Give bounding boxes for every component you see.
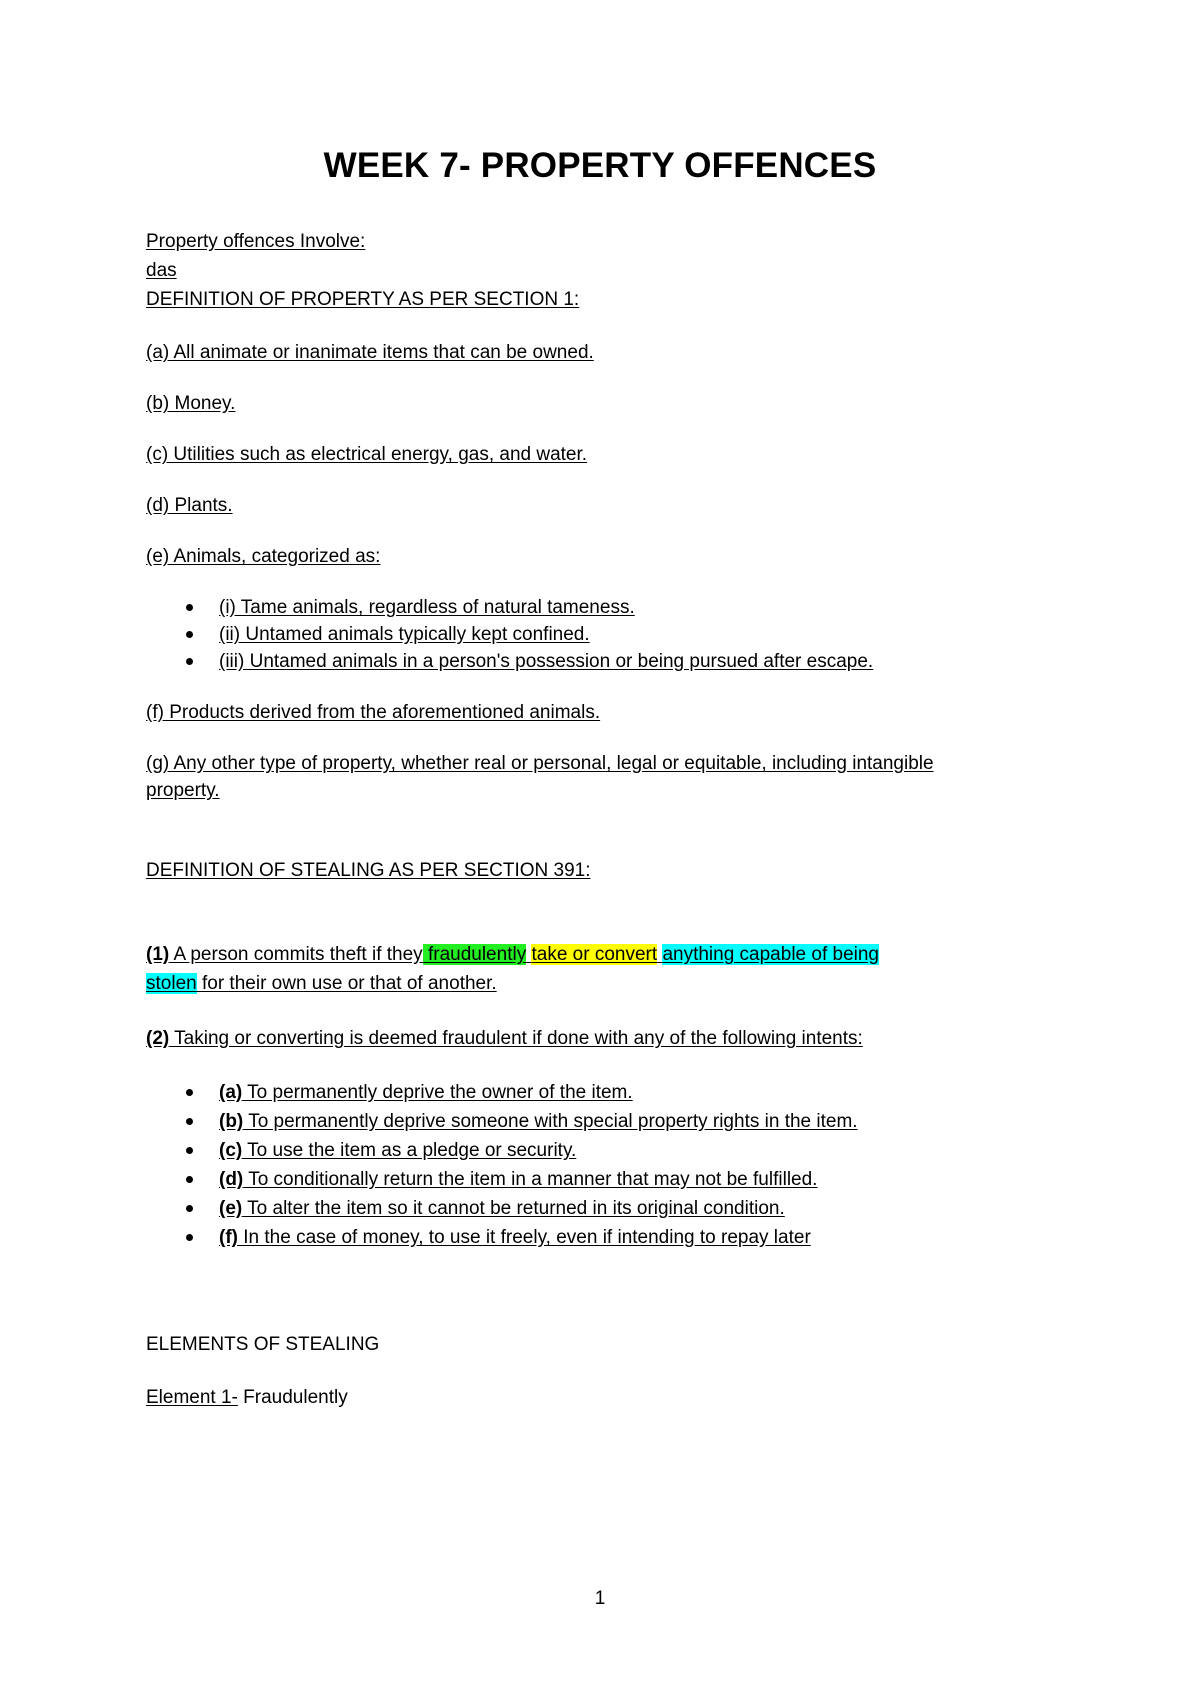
intent-item: (e) To alter the item so it cannot be returned in its original condition.	[219, 1198, 785, 1219]
intro-note: das	[146, 260, 177, 281]
property-item-a: (a) All animate or inanimate items that can be owned.	[146, 342, 594, 363]
stealing-heading: DEFINITION OF STEALING AS PER SECTION 391:	[146, 860, 591, 881]
stealing-para-2	[146, 1027, 863, 1051]
bullet-icon	[186, 1089, 193, 1096]
elements-heading: ELEMENTS OF STEALING	[146, 1334, 380, 1355]
property-item-e: (e) Animals, categorized as:	[146, 546, 381, 567]
property-item-d: (d) Plants.	[146, 495, 233, 516]
highlight-anything-capable: anything capable of being	[662, 944, 879, 965]
bullet-icon	[186, 631, 193, 638]
para-text: Taking or converting is deemed fraudulent if done with any of the following intents:	[169, 1028, 863, 1049]
bullet-icon	[186, 604, 193, 611]
animal-category-i: (i) Tame animals, regardless of natural tameness.	[219, 597, 635, 618]
highlight-fraudulently: fraudulently	[422, 944, 527, 965]
property-item-g: (g) Any other type of property, whether real or personal, legal or equitable, including intangible	[146, 753, 934, 774]
para-number: (2)	[146, 1028, 170, 1049]
animal-category-ii: (ii) Untamed animals typically kept confined.	[219, 624, 590, 645]
page-number: 1	[594, 1588, 606, 1609]
intent-item: (f) In the case of money, to use it freely, even if intending to repay later	[219, 1227, 811, 1248]
property-item-f: (f) Products derived from the aforementioned animals.	[146, 702, 601, 723]
property-item-g-cont: property.	[146, 780, 220, 801]
intent-item: (a) To permanently deprive the owner of the item.	[219, 1082, 633, 1103]
element-text: Fraudulently	[237, 1387, 348, 1408]
stealing-para-1-cont	[146, 972, 497, 996]
para-text: for their own use or that of another.	[196, 973, 497, 994]
element-label: Element 1-	[146, 1387, 238, 1408]
bullet-icon	[186, 1234, 193, 1241]
property-item-c: (c) Utilities such as electrical energy, gas, and water.	[146, 444, 588, 465]
bullet-icon	[186, 1176, 193, 1183]
element-1	[146, 1386, 348, 1410]
bullet-icon	[186, 1147, 193, 1154]
intro-line: Property offences Involve:	[146, 231, 366, 252]
bullet-icon	[186, 1205, 193, 1212]
intent-item: (d) To conditionally return the item in a manner that may not be fulfilled.	[219, 1169, 818, 1190]
bullet-icon	[186, 1118, 193, 1125]
para-text: A person commits theft if they	[169, 944, 423, 965]
para-number: (1)	[146, 944, 170, 965]
page-title: WEEK 7- PROPERTY OFFENCES	[323, 146, 877, 185]
stealing-para-1	[146, 943, 879, 967]
bullet-icon	[186, 658, 193, 665]
property-item-b: (b) Money.	[146, 393, 236, 414]
property-heading: DEFINITION OF PROPERTY AS PER SECTION 1:	[146, 289, 580, 310]
intent-item: (b) To permanently deprive someone with special property rights in the item.	[219, 1111, 858, 1132]
highlight-stolen: stolen	[146, 973, 197, 994]
animal-category-iii: (iii) Untamed animals in a person's possession or being pursued after escape.	[219, 651, 874, 672]
highlight-take-or-convert: take or convert	[531, 944, 658, 965]
intent-item: (c) To use the item as a pledge or security.	[219, 1140, 577, 1161]
